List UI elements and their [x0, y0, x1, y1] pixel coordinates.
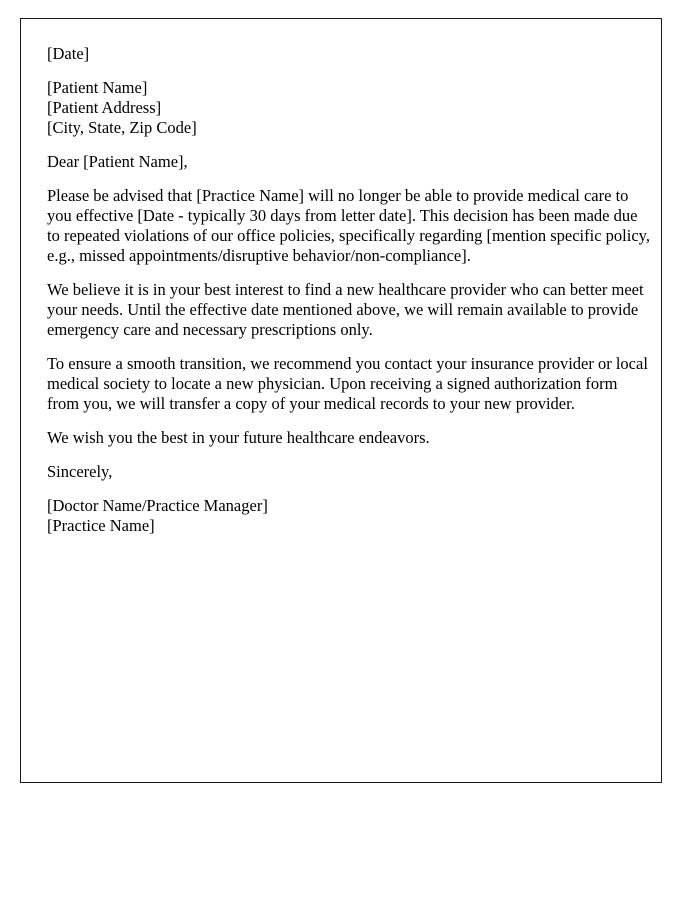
- letter-date-placeholder: [Date]: [47, 44, 90, 63]
- salutation: Dear [Patient Name],: [47, 152, 188, 171]
- closing: Sincerely,: [47, 462, 113, 481]
- body-paragraph-interim-care: We believe it is in your best interest to find a new healthcare provider who can better meet your needs. Until the effective date mentioned above, we will remain available to provide emergency care and necessary prescriptions only.: [47, 280, 644, 339]
- recipient-name-line: [Patient Name]: [47, 78, 148, 97]
- recipient-address-block: [47, 78, 653, 138]
- body-paragraph-well-wishes: We wish you the best in your future healthcare endeavors.: [47, 428, 430, 447]
- body-paragraph-termination-notice: Please be advised that [Practice Name] will no longer be able to provide medical care to you effective [Date - typically 30 days from letter date]. This decision has been made due to repeated violations of our office policies, specifically regarding [mention specific policy, e.g., missed appointments/disruptive behavior/non-compliance].: [47, 186, 650, 265]
- signature-block: [47, 496, 653, 536]
- body-paragraph-transition: To ensure a smooth transition, we recommend you contact your insurance provider or local medical society to locate a new physician. Upon receiving a signed authorization form from you, we will transfer a copy of your medical records to your new provider.: [47, 354, 648, 413]
- recipient-city-line: [City, State, Zip Code]: [47, 118, 197, 137]
- recipient-street-line: [Patient Address]: [47, 98, 162, 117]
- letter-page: [20, 18, 662, 783]
- signature-practice-line: [Practice Name]: [47, 516, 155, 535]
- signature-name-line: [Doctor Name/Practice Manager]: [47, 496, 268, 515]
